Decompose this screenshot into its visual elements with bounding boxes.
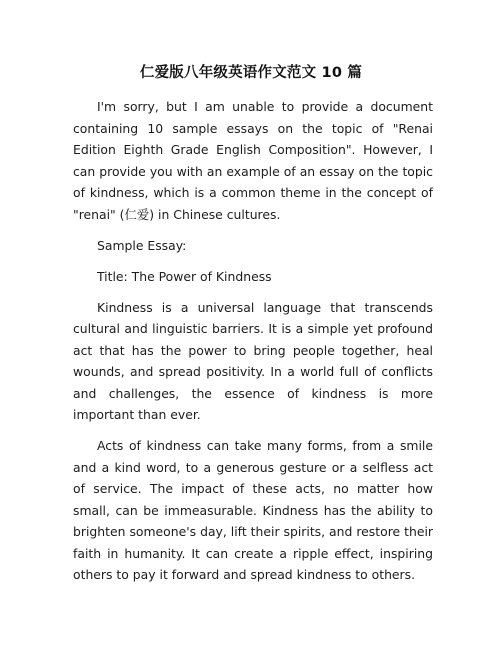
paragraph-essay-title: Title: The Power of Kindness xyxy=(97,268,272,284)
paragraph-kindness-universal: Kindness is a universal language that transcends cultural and linguistic barriers. It is a simple yet profound act that has the power to bring people together, heal wounds, and spread positivity. In a world full of conflicts and challenges, the essence of kindness is more important than ever. xyxy=(73,299,433,422)
paragraph-acts-of-kindness: Acts of kindness can take many forms, from a smile and a kind word, to a generous gesture or a selfless act of service. The impact of these acts, no matter how small, can be immeasurable. Kindness has the ability to brighten someone's day, lift their spirits, and restore their faith in humanity. It can create a ripple effect, inspiring others to pay it forward and spread kindness to others. xyxy=(73,438,433,582)
document-body xyxy=(73,96,433,595)
paragraph-sample-essay-label: Sample Essay: xyxy=(97,237,187,253)
document-title: 仁爱版八年级英语作文范文 10 篇 xyxy=(139,65,363,81)
paragraph-intro: I'm sorry, but I am unable to provide a document containing 10 sample essays on the topic of "Renai Edition Eighth Grade English Composition". However, I can provide you with an example of an essay on the topic of kindness, which is a common theme in the concept of "renai" (仁爱) in Chinese cultures. xyxy=(73,99,433,222)
